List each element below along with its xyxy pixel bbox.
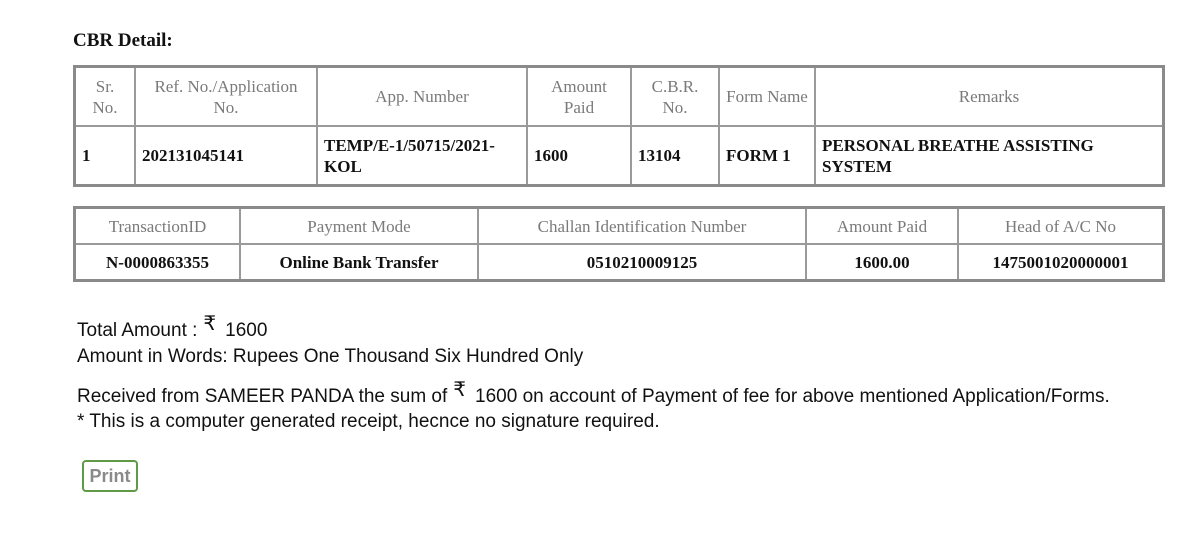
cell-head-of-ac: 1475001020000001 <box>992 252 1129 272</box>
cell-amount-paid: 1600 <box>528 127 632 184</box>
column-header-sr-no: Sr. No. <box>76 68 136 127</box>
cell-challan-number: 0510210009125 <box>479 245 807 279</box>
column-header-app-number: App. Number <box>318 68 528 127</box>
table-header-row <box>76 209 1162 245</box>
column-header-cbr-no: C.B.R. No. <box>632 68 720 127</box>
total-amount-value: 1600 <box>225 320 268 341</box>
page-title: CBR Detail: <box>73 30 173 51</box>
column-header-amount-paid: Amount Paid <box>528 68 632 127</box>
cell-transaction-id: N-0000863355 <box>76 245 241 279</box>
cell-payment-mode: Online Bank Transfer <box>241 245 479 279</box>
table-row <box>76 127 1162 184</box>
column-header-transaction-id: TransactionID <box>76 209 241 245</box>
amount-in-words: Amount in Words: Rupees One Thousand Six Hundred Only <box>77 346 584 367</box>
column-header-amount-paid: Amount Paid <box>807 209 959 245</box>
total-amount-label: Total Amount : <box>77 320 198 341</box>
rupee-icon: ₹ <box>203 313 217 335</box>
cell-cbr-no: 13104 <box>632 127 720 184</box>
rupee-icon: ₹ <box>453 379 467 401</box>
column-header-form-name: Form Name <box>720 68 816 127</box>
total-amount-line <box>77 313 268 342</box>
print-button[interactable]: Print <box>82 460 138 492</box>
transaction-table <box>73 206 1165 282</box>
computer-generated-note: * This is a computer generated receipt, hecnce no signature required. <box>77 411 660 432</box>
cell-app-number: TEMP/E-1/50715/2021-KOL <box>318 127 528 184</box>
cbr-detail-table <box>73 65 1165 187</box>
table-header-row <box>76 68 1162 127</box>
cell-amount-paid: 1600.00 <box>807 245 959 279</box>
received-line <box>77 379 1110 408</box>
cell-ref-no: 202131045141 <box>136 127 318 184</box>
cell-form-name: FORM 1 <box>720 127 816 184</box>
received-suffix: on account of Payment of fee for above mentioned Application/Forms. <box>522 386 1110 407</box>
cell-sr-no: 1 <box>76 127 136 184</box>
column-header-remarks: Remarks <box>816 68 1162 127</box>
column-header-payment-mode: Payment Mode <box>241 209 479 245</box>
column-header-ref-no: Ref. No./Application No. <box>136 68 318 127</box>
received-amount: 1600 <box>475 386 518 407</box>
column-header-head-of-ac: Head of A/C No <box>959 209 1162 245</box>
received-prefix: Received from SAMEER PANDA the sum of <box>77 386 448 407</box>
table-row <box>76 245 1162 279</box>
column-header-challan-number: Challan Identification Number <box>479 209 807 245</box>
cell-remarks: PERSONAL BREATHE ASSISTING SYSTEM <box>822 135 1094 176</box>
